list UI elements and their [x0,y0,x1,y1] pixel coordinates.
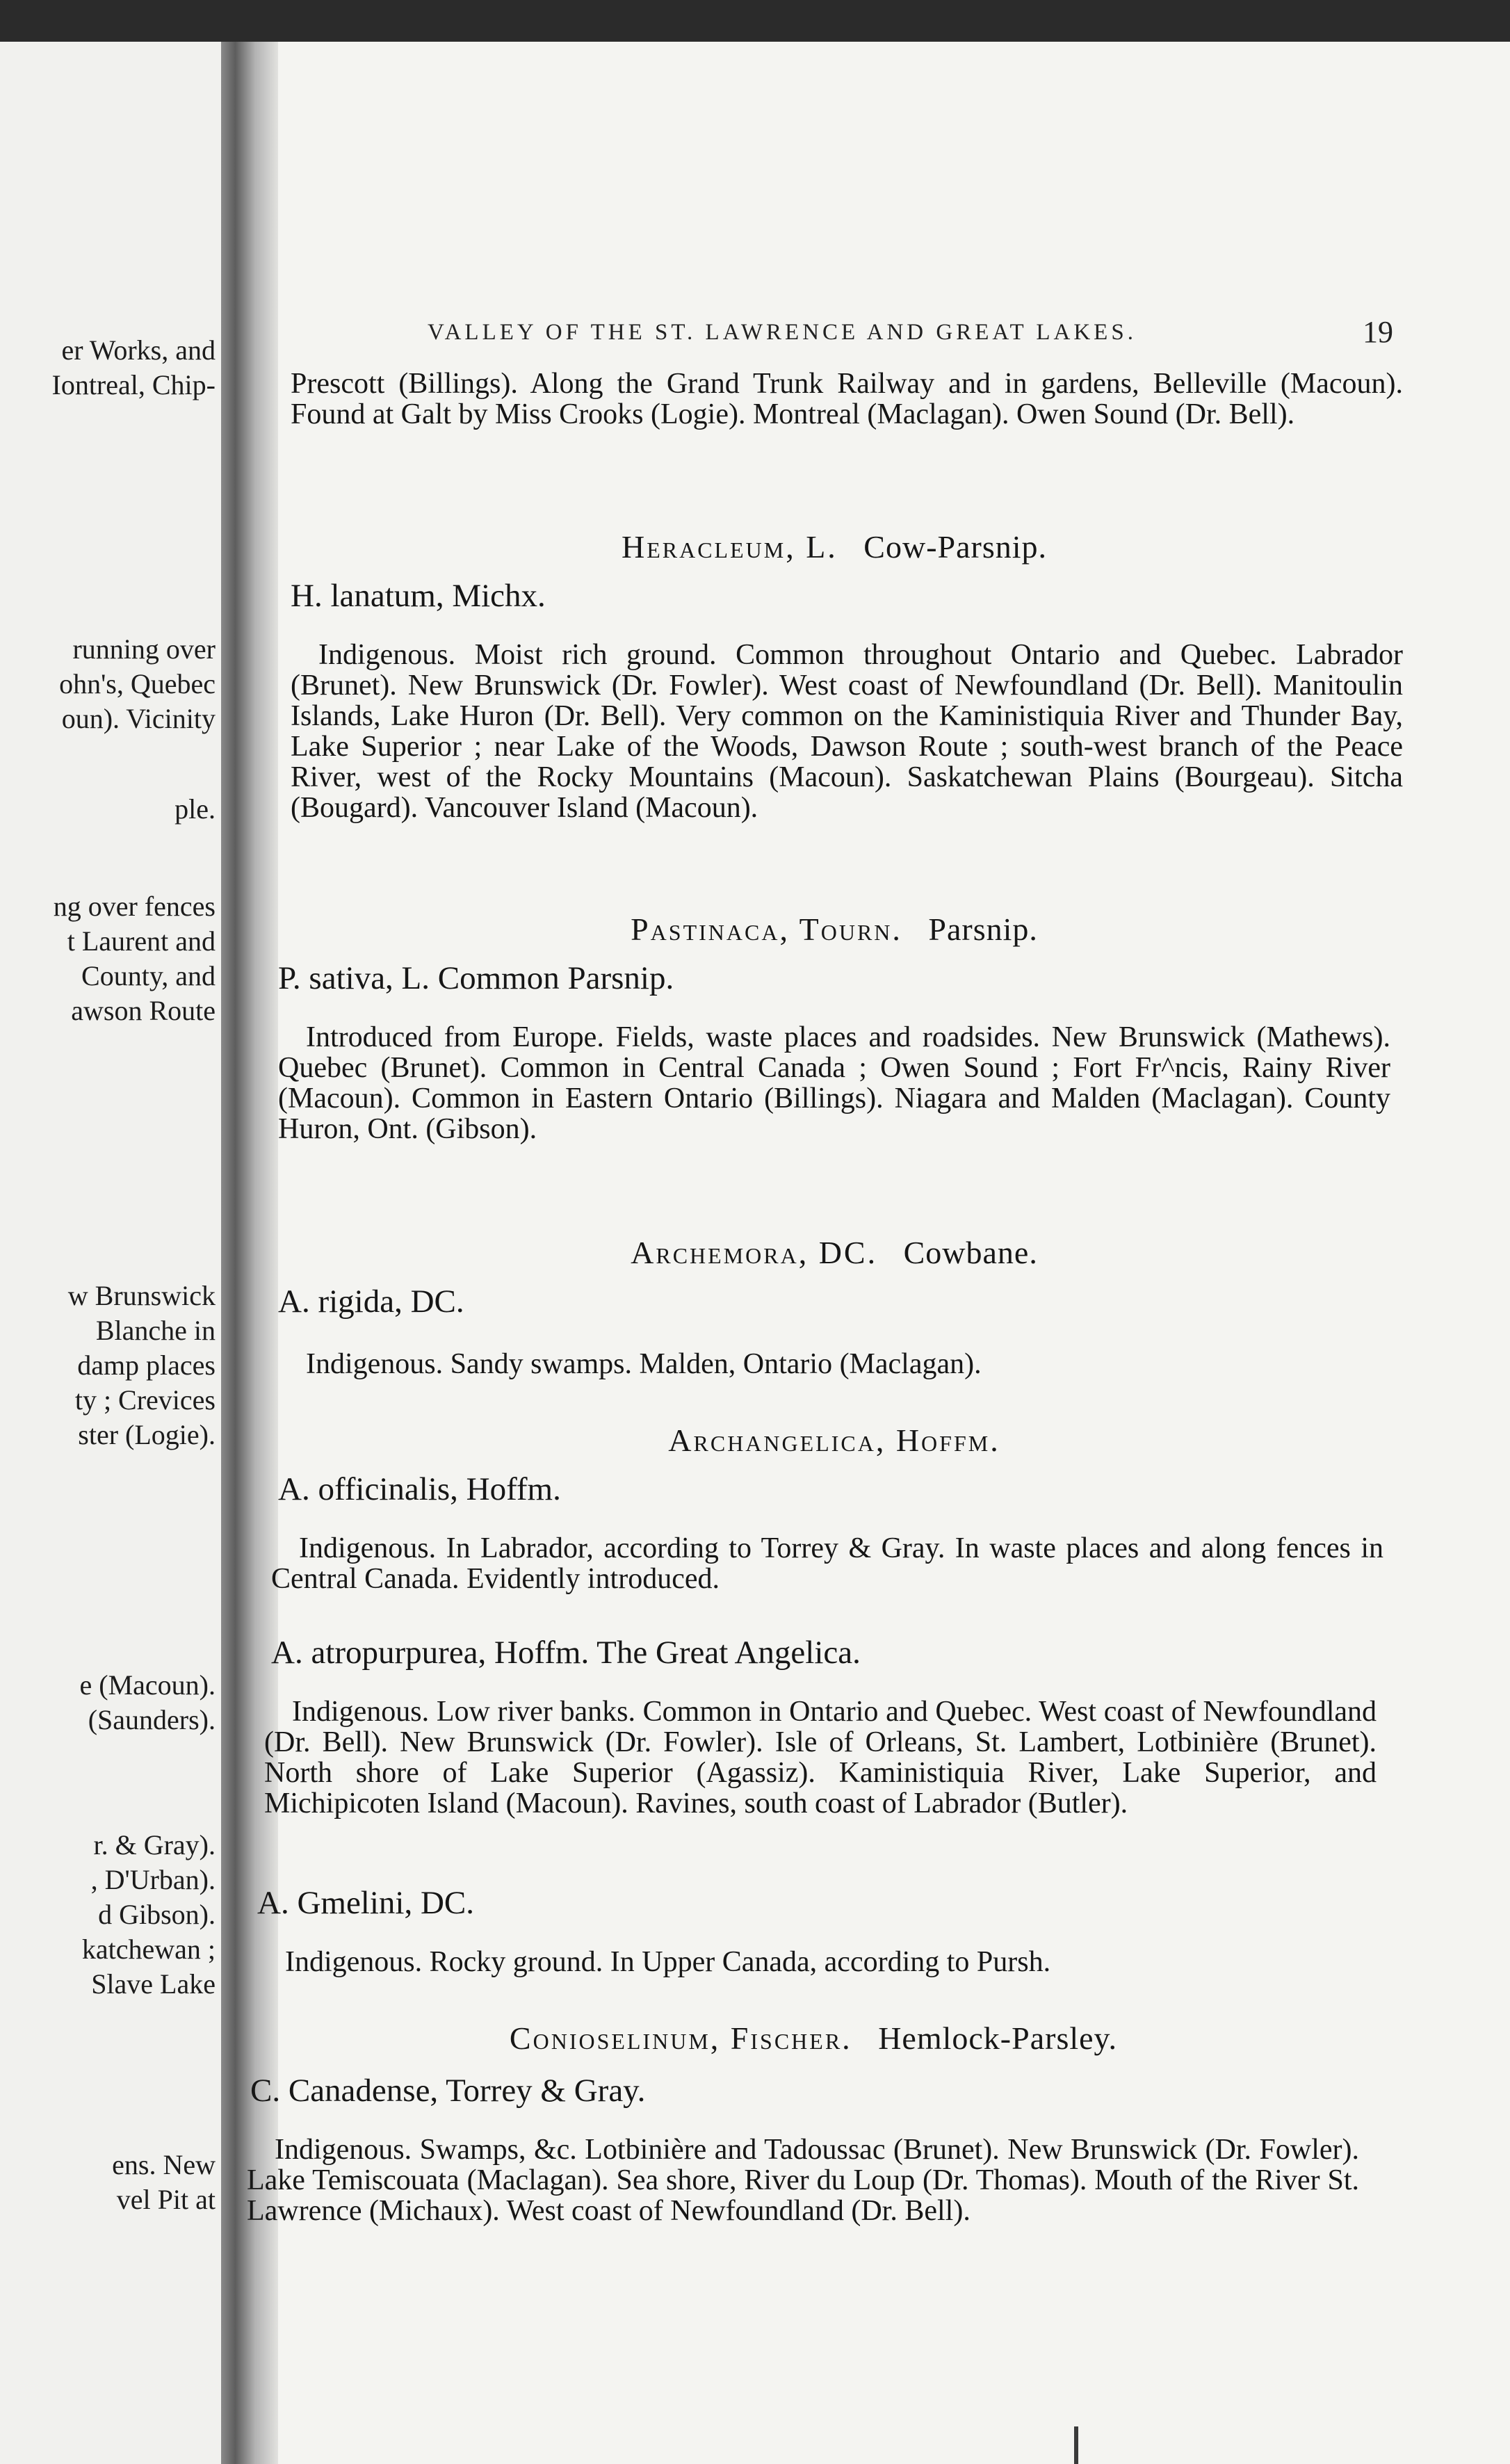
left-page-line: oun). Vicinity [61,703,216,734]
genus-heading-archangelica [278,1422,1390,1459]
running-head: VALLEY OF THE ST. LAWRENCE AND GREAT LAKES. [428,320,1137,345]
left-page-line: w Brunswick [67,1280,216,1311]
left-page-line: County, and [81,960,216,991]
genus-name: Heracleum, L. [621,529,838,565]
left-page-line: er Works, and [61,334,216,366]
species-heading-canadense: C. Canadense, Torrey & Gray. [250,2073,646,2109]
genus-common-name: Hemlock-Parsley. [878,2020,1118,2056]
left-page-line: ple. [174,793,216,825]
paragraph-prescott: Prescott (Billings). Along the Grand Trunk Railway and in gardens, Belleville (Macoun). Found at Galt by Miss Crooks (Logie). Montreal (Maclagan). Owen Sound (Dr. Bell). [291,368,1403,430]
paragraph-sativa: Introduced from Europe. Fields, waste places and roadsides. New Brunswick (Mathews). Quebec (Brunet). Common in Central Canada ; Owen Sound ; Fort Fr^ncis, Rainy River (Macoun). Common in Eastern Ontario (Billings). Niagara and Malden (Maclagan). County Huron, Ont. (Gibson). [278,1021,1390,1145]
left-page-line: katchewan ; [81,1934,216,1965]
species-heading-officinalis: A. officinalis, Hoffm. [278,1471,561,1507]
paragraph-rigida: Indigenous. Sandy swamps. Malden, Ontario (Maclagan). [306,1348,982,1380]
left-page-line: ens. New [112,2149,216,2180]
left-page-line: , D'Urban). [90,1864,216,1895]
book-page [247,42,1510,2464]
genus-name: Conioselinum, Fischer. [509,2020,852,2056]
left-page-line: t Laurent and [67,925,216,957]
previous-page-fragment [0,42,221,2464]
left-page-line: Slave Lake [91,1968,216,2000]
paragraph-gmelini: Indigenous. Rocky ground. In Upper Canada, according to Pursh. [285,1946,1051,1978]
genus-heading-conioselinum [257,2020,1370,2057]
page-mark [1074,2426,1078,2464]
left-page-line: ng over fences [53,891,216,922]
left-page-line: (Saunders). [88,1704,216,1735]
left-page-line: ohn's, Quebec [59,668,216,699]
left-page-line: e (Macoun). [79,1669,216,1701]
paragraph-officinalis: Indigenous. In Labrador, according to Torrey & Gray. In waste places and along fences in Central Canada. Evidently introduced. [271,1532,1383,1595]
species-heading-atropurpurea: A. atropurpurea, Hoffm. The Great Angelica. [271,1635,861,1671]
left-page-line: vel Pit at [116,2184,216,2215]
species-heading-sativa: P. sativa, L. Common Parsnip. [278,960,674,996]
left-page-line: damp places [77,1349,216,1381]
left-page-line: Blanche in [95,1315,216,1346]
genus-name: Archangelica, Hoffm. [668,1423,1000,1458]
left-page-line: ty ; Crevices [74,1384,216,1416]
species-heading-lanatum: H. lanatum, Michx. [291,578,546,614]
page-number: 19 [1363,315,1393,349]
genus-name: Archemora, DC. [631,1235,878,1270]
left-page-line: Iontreal, Chip- [51,369,216,400]
genus-heading-pastinaca [278,911,1390,948]
genus-common-name: Cow-Parsnip. [863,529,1048,565]
genus-name: Pastinaca, Tourn. [631,911,902,947]
left-page-line: running over [72,633,216,665]
left-page-line: r. & Gray). [93,1829,216,1861]
paragraph-atropurpurea: Indigenous. Low river banks. Common in Ontario and Quebec. West coast of Newfoundland (Dr. Bell). New Brunswick (Dr. Fowler). Isle of Orleans, St. Lambert, Lotbinière (Brunet). North shore of Lake Superior (Agassiz). Kaministiquia River, Lake Superior, and Michipicoten Island (Macoun). Ravines, south coast of Labrador (Butler). [264,1696,1377,1819]
left-page-line: awson Route [71,995,216,1026]
genus-common-name: Parsnip. [928,911,1038,947]
species-heading-gmelini: A. Gmelini, DC. [257,1885,475,1921]
left-page-line: d Gibson). [98,1899,216,1930]
left-page-line: ster (Logie). [78,1419,216,1450]
genus-heading-heracleum [278,528,1390,565]
species-heading-rigida: A. rigida, DC. [278,1283,464,1320]
paragraph-canadense: Indigenous. Swamps, &c. Lotbinière and Tadoussac (Brunet). New Brunswick (Dr. Fowler). Lake Temiscouata (Maclagan). Sea shore, River du Loup (Dr. Thomas). Mouth of the River St. Lawrence (Michaux). West coast of Newfoundland (Dr. Bell). [247,2134,1359,2227]
genus-common-name: Cowbane. [903,1235,1038,1270]
genus-heading-archemora [278,1234,1390,1271]
paragraph-lanatum: Indigenous. Moist rich ground. Common throughout Ontario and Quebec. Labrador (Brunet). New Brunswick (Dr. Fowler). West coast of Newfoundland (Dr. Bell). Manitoulin Islands, Lake Huron (Dr. Bell). Very common on the Kaministiquia River and Thunder Bay, Lake Superior ; near Lake of the Woods, Dawson Route ; south-west branch of the Peace River, west of the Rocky Mountains (Macoun). Saskatchewan Plains (Bourgeau). Sitcha (Bougard). Vancouver Island (Macoun). [291,639,1403,824]
